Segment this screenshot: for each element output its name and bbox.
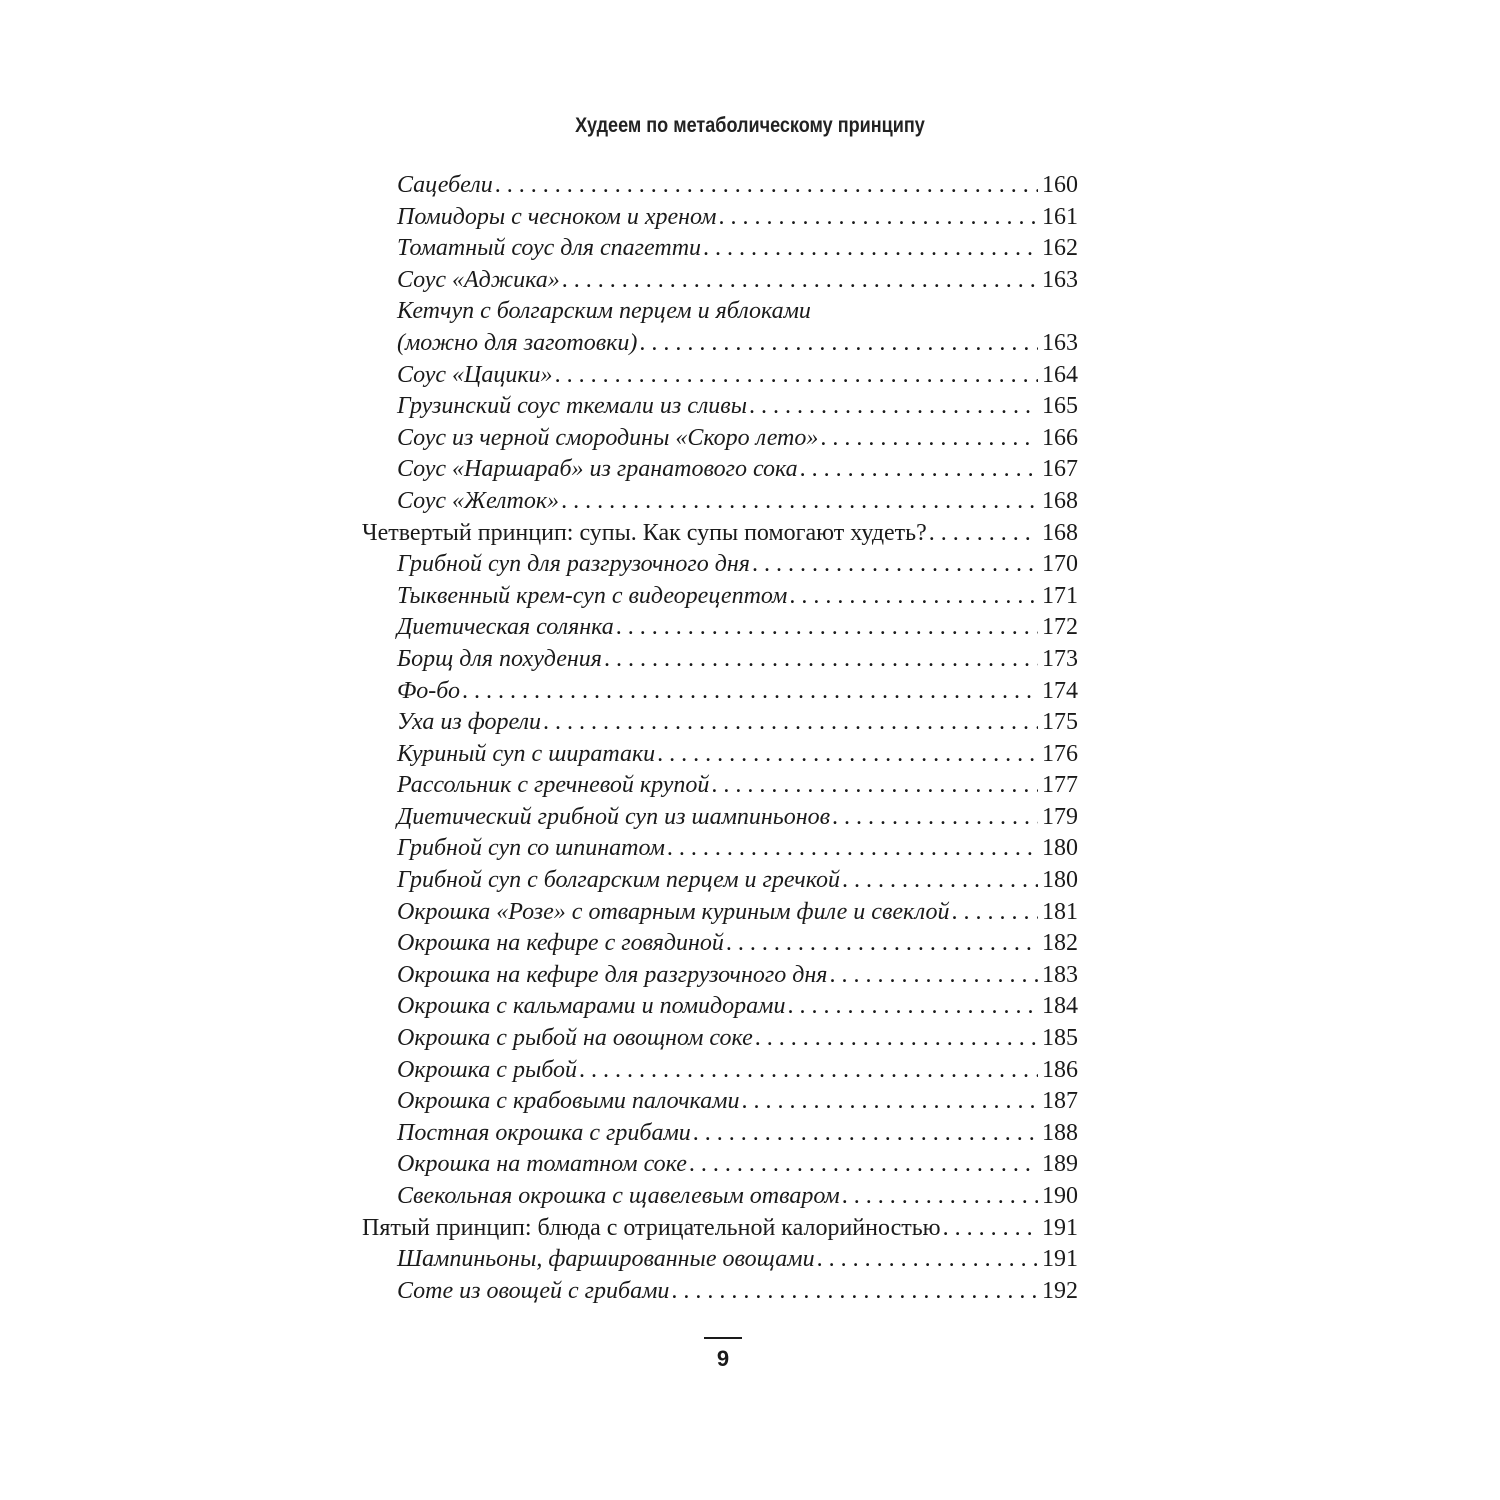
page-footer xyxy=(704,1337,742,1371)
toc-entry-page: 168 xyxy=(1042,487,1078,514)
dot-leader xyxy=(703,233,1038,265)
dot-leader xyxy=(639,328,1038,360)
toc-entry-page: 175 xyxy=(1042,709,1078,736)
toc-entry-title: Борщ для похудения xyxy=(397,645,602,672)
toc-entry-title: Соус «Цацики» xyxy=(397,361,553,388)
dot-leader xyxy=(787,991,1038,1023)
table-of-contents xyxy=(362,170,1078,1307)
toc-entry xyxy=(362,739,1078,771)
dot-leader xyxy=(952,897,1039,929)
toc-entry-title: Соус «Желток» xyxy=(397,487,560,514)
toc-entry-page: 164 xyxy=(1042,361,1078,388)
toc-entry-title: Кетчуп с болгарским перцем и яблоками xyxy=(397,298,811,325)
dot-leader xyxy=(741,1086,1038,1118)
toc-entry-page: 163 xyxy=(1042,329,1078,356)
toc-entry-page: 184 xyxy=(1042,993,1078,1020)
toc-entry xyxy=(362,233,1078,265)
toc-entry-title: Шампиньоны, фаршированные овощами xyxy=(397,1246,815,1273)
toc-entry-title: Диетическая солянка xyxy=(397,614,614,641)
dot-leader xyxy=(604,644,1038,676)
dot-leader xyxy=(579,1055,1038,1087)
toc-entry-page: 181 xyxy=(1042,898,1078,925)
toc-entry-title: Сацебели xyxy=(397,172,493,198)
toc-entry xyxy=(362,1181,1078,1213)
toc-entry-title: Диетический грибной суп из шампиньонов xyxy=(397,803,831,830)
footer-rule xyxy=(704,1337,742,1339)
toc-entry-title: Пятый принцип: блюда с отрицательной калорийностью xyxy=(362,1214,941,1241)
dot-leader xyxy=(671,1276,1038,1308)
toc-entry-page: 172 xyxy=(1042,614,1078,641)
toc-entry-page: 182 xyxy=(1042,930,1078,957)
toc-entry xyxy=(362,423,1078,455)
toc-entry-title: Окрошка с рыбой xyxy=(397,1056,577,1083)
toc-entry xyxy=(362,1055,1078,1087)
toc-entry-page: 177 xyxy=(1042,772,1078,799)
toc-entry-page: 191 xyxy=(1042,1214,1078,1241)
dot-leader xyxy=(693,1118,1038,1150)
toc-entry-title: Окрошка с кальмарами и помидорами xyxy=(397,993,786,1020)
toc-entry-page: 174 xyxy=(1042,677,1078,704)
dot-leader xyxy=(667,833,1038,865)
toc-entry-title: Свекольная окрошка с щавелевым отваром xyxy=(397,1183,840,1209)
toc-entry-title: Соте из овощей с грибами xyxy=(397,1277,670,1304)
toc-entry-page: 161 xyxy=(1042,203,1078,230)
toc-entry-page: 173 xyxy=(1042,645,1078,672)
toc-entry-title: Окрошка «Розе» с отварным куриным филе и свеклой xyxy=(397,898,950,925)
toc-entry-page: 171 xyxy=(1042,582,1078,609)
toc-entry xyxy=(362,1244,1078,1276)
toc-entry-page: 185 xyxy=(1042,1025,1078,1052)
toc-entry xyxy=(362,581,1078,613)
toc-entry xyxy=(362,1276,1078,1308)
dot-leader xyxy=(561,486,1038,518)
toc-entry xyxy=(362,518,1078,550)
toc-entry-title: Фо-бо xyxy=(397,677,461,704)
toc-entry xyxy=(362,170,1078,202)
toc-entry xyxy=(362,707,1078,739)
dot-leader xyxy=(543,707,1038,739)
toc-entry-page: 165 xyxy=(1042,393,1078,420)
dot-leader xyxy=(749,391,1038,423)
running-header: Худеем по метаболическому принципу xyxy=(575,114,925,137)
toc-entry xyxy=(362,676,1078,708)
toc-entry-page: 166 xyxy=(1042,424,1078,451)
toc-entry-title: Томатный соус для спагетти xyxy=(397,235,702,262)
toc-entry-page: 186 xyxy=(1042,1056,1078,1083)
dot-leader xyxy=(555,360,1038,392)
toc-entry-page: 183 xyxy=(1042,961,1078,988)
toc-entry-title: Соус «Наршараб» из гранатового сока xyxy=(397,456,798,483)
toc-entry-title: (можно для заготовки) xyxy=(397,329,638,356)
dot-leader xyxy=(800,454,1038,486)
toc-entry-title: Окрошка с рыбой на овощном соке xyxy=(397,1025,753,1052)
toc-entry xyxy=(362,202,1078,234)
dot-leader xyxy=(462,676,1038,708)
toc-entry xyxy=(362,328,1078,360)
dot-leader xyxy=(711,770,1038,802)
toc-entry-page: 191 xyxy=(1042,1246,1078,1273)
toc-entry-title: Уха из форели xyxy=(397,709,541,736)
dot-leader xyxy=(689,1149,1038,1181)
toc-entry-title: Соус «Аджика» xyxy=(397,266,560,293)
dot-leader xyxy=(726,928,1038,960)
dot-leader xyxy=(718,202,1038,234)
dot-leader xyxy=(820,423,1038,455)
toc-entry xyxy=(362,612,1078,644)
dot-leader xyxy=(755,1023,1038,1055)
toc-entry xyxy=(362,1149,1078,1181)
toc-entry-page: 170 xyxy=(1042,551,1078,578)
toc-entry xyxy=(362,296,1078,328)
toc-entry xyxy=(362,897,1078,929)
toc-entry-page: 168 xyxy=(1042,519,1078,546)
toc-entry-page: 180 xyxy=(1042,835,1078,862)
dot-leader xyxy=(616,612,1038,644)
toc-entry xyxy=(362,391,1078,423)
toc-entry-page: 162 xyxy=(1042,235,1078,262)
toc-entry-page: 179 xyxy=(1042,803,1078,830)
toc-entry-title: Грузинский соус ткемали из сливы xyxy=(397,393,747,420)
toc-entry-page: 180 xyxy=(1042,867,1078,894)
page-number: 9 xyxy=(716,1346,730,1371)
dot-leader xyxy=(817,1244,1038,1276)
toc-entry-page: 187 xyxy=(1042,1088,1078,1115)
toc-entry-title: Рассольник с гречневой крупой xyxy=(397,772,710,799)
toc-entry-page: 188 xyxy=(1042,1119,1078,1146)
toc-entry-title: Соус из черной смородины «Скоро лето» xyxy=(397,424,819,451)
dot-leader xyxy=(842,865,1038,897)
toc-entry-title: Окрошка на кефире для разгрузочного дня xyxy=(397,961,828,988)
dot-leader xyxy=(943,1213,1038,1245)
dot-leader xyxy=(562,265,1038,297)
toc-entry xyxy=(362,1023,1078,1055)
toc-entry-page: 190 xyxy=(1042,1183,1078,1209)
toc-entry-title: Грибной суп с болгарским перцем и гречкой xyxy=(397,867,841,894)
toc-entry xyxy=(362,1118,1078,1150)
toc-entry xyxy=(362,833,1078,865)
toc-entry xyxy=(362,1086,1078,1118)
toc-entry-page: 192 xyxy=(1042,1277,1078,1304)
toc-entry-title: Четвертый принцип: супы. Как супы помогают худеть? xyxy=(362,519,927,546)
dot-leader xyxy=(829,960,1038,992)
toc-entry-page: 163 xyxy=(1042,266,1078,293)
dot-leader xyxy=(789,581,1038,613)
dot-leader xyxy=(842,1181,1038,1213)
toc-entry xyxy=(362,1213,1078,1245)
toc-entry xyxy=(362,644,1078,676)
toc-entry-page: 176 xyxy=(1042,740,1078,767)
toc-entry xyxy=(362,549,1078,581)
toc-entry xyxy=(362,770,1078,802)
toc-entry xyxy=(362,960,1078,992)
toc-entry xyxy=(362,486,1078,518)
toc-entry-title: Тыквенный крем-суп с видеорецептом xyxy=(397,582,788,609)
dot-leader xyxy=(832,802,1038,834)
toc-entry xyxy=(362,865,1078,897)
toc-entry-page: 189 xyxy=(1042,1151,1078,1178)
toc-entry-title: Грибной суп для разгрузочного дня xyxy=(397,551,750,578)
toc-entry-title: Постная окрошка с грибами xyxy=(397,1119,691,1146)
toc-entry xyxy=(362,928,1078,960)
toc-entry-page: 167 xyxy=(1042,456,1078,483)
toc-entry-title: Окрошка на кефире с говядиной xyxy=(397,930,724,957)
dot-leader xyxy=(657,739,1038,771)
toc-entry xyxy=(362,991,1078,1023)
toc-entry-title: Окрошка с крабовыми палочками xyxy=(397,1088,740,1115)
dot-leader xyxy=(929,518,1038,550)
toc-entry-title: Окрошка на томатном соке xyxy=(397,1151,687,1178)
dot-leader xyxy=(752,549,1038,581)
toc-entry xyxy=(362,265,1078,297)
toc-entry xyxy=(362,802,1078,834)
toc-entry-title: Грибной суп со шпинатом xyxy=(397,835,665,862)
dot-leader xyxy=(495,170,1038,202)
toc-entry-title: Помидоры с чесноком и хреном xyxy=(397,203,717,230)
toc-entry-page: 160 xyxy=(1042,172,1078,198)
toc-entry-title: Куриный суп с ширатаки xyxy=(397,740,656,767)
toc-entry xyxy=(362,454,1078,486)
toc-entry xyxy=(362,360,1078,392)
